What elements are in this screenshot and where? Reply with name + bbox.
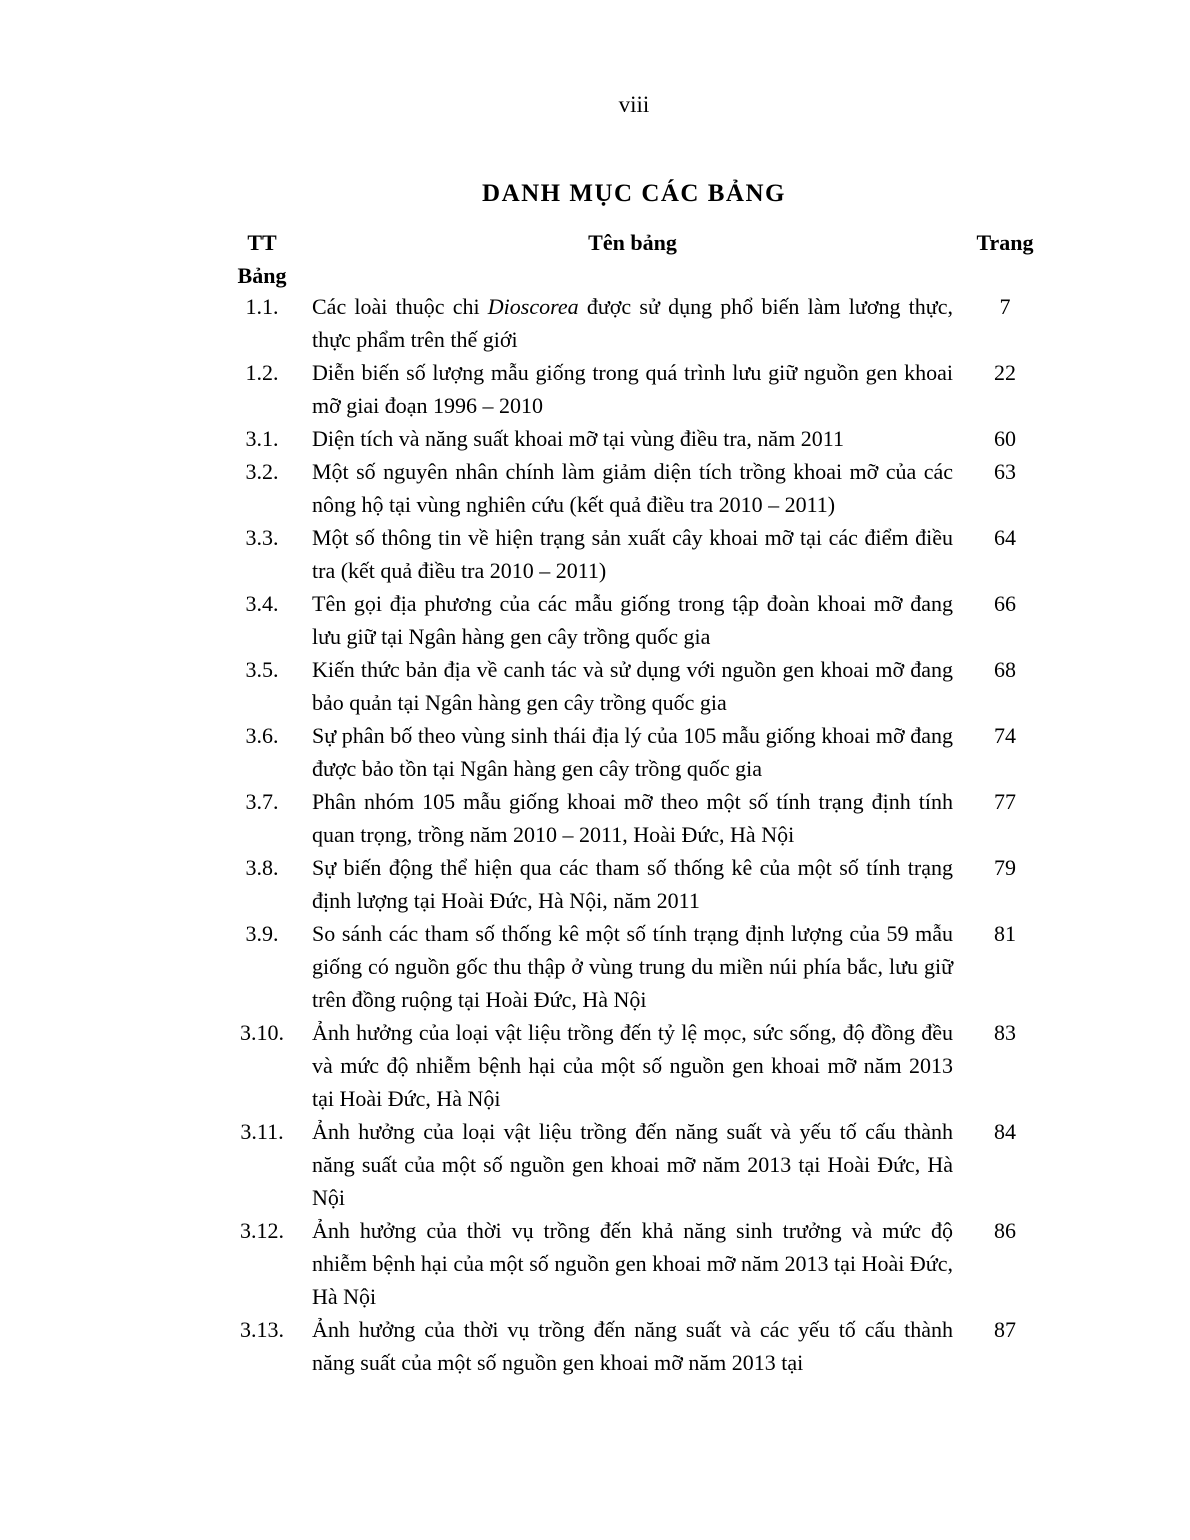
table-entry[interactable] bbox=[232, 1214, 1042, 1313]
entry-title: Ảnh hưởng của thời vụ trồng đến khả năng sinh trưởng và mức độ nhiễm bệnh hại của một số nguồn gen khoai mỡ năm 2013 tại Hoài Đức, Hà Nội bbox=[312, 1218, 953, 1309]
entry-number: 3.3. bbox=[245, 525, 279, 550]
scientific-name: Dioscorea bbox=[487, 294, 579, 319]
table-entry[interactable] bbox=[232, 719, 1042, 785]
entry-number: 1.2. bbox=[245, 360, 279, 385]
entry-title: Ảnh hưởng của thời vụ trồng đến năng suất và các yếu tố cấu thành năng suất của một số nguồn gen khoai mỡ năm 2013 tại bbox=[312, 1317, 953, 1375]
entry-number: 3.7. bbox=[245, 789, 279, 814]
entry-title: Diễn biến số lượng mẫu giống trong quá trình lưu giữ nguồn gen khoai mỡ giai đoạn 1996 – 2010 bbox=[312, 360, 953, 418]
table-entry[interactable] bbox=[232, 851, 1042, 917]
entry-page: 64 bbox=[994, 525, 1016, 550]
entry-page: 84 bbox=[994, 1119, 1016, 1144]
entry-number: 3.13. bbox=[240, 1317, 284, 1342]
entry-page: 66 bbox=[994, 591, 1016, 616]
table-entry[interactable] bbox=[232, 1115, 1042, 1214]
entry-page: 87 bbox=[994, 1317, 1016, 1342]
entry-title: Tên gọi địa phương của các mẫu giống trong tập đoàn khoai mỡ đang lưu giữ tại Ngân hàng gen cây trồng quốc gia bbox=[312, 591, 953, 649]
entry-title: Một số thông tin về hiện trạng sản xuất cây khoai mỡ tại các điểm điều tra (kết quả điều tra 2010 – 2011) bbox=[312, 525, 953, 583]
column-header-page: Trang bbox=[976, 230, 1034, 255]
entry-number: 3.2. bbox=[245, 459, 279, 484]
entry-page: 74 bbox=[994, 723, 1016, 748]
entry-title: Phân nhóm 105 mẫu giống khoai mỡ theo một số tính trạng định tính quan trọng, trồng năm 2010 – 2011, Hoài Đức, Hà Nội bbox=[312, 789, 953, 847]
entry-page: 60 bbox=[994, 426, 1016, 451]
entry-number: 3.4. bbox=[245, 591, 279, 616]
entry-page: 83 bbox=[994, 1020, 1016, 1045]
entry-number: 3.5. bbox=[245, 657, 279, 682]
page-title: DANH MỤC CÁC BẢNG bbox=[482, 180, 786, 207]
column-header-number: TT Bảng bbox=[237, 230, 287, 288]
entry-page: 68 bbox=[994, 657, 1016, 682]
entry-number: 3.10. bbox=[240, 1020, 284, 1045]
table-entry[interactable] bbox=[232, 422, 1042, 455]
table-list bbox=[232, 290, 1042, 1379]
entry-title: Ảnh hưởng của loại vật liệu trồng đến tỷ lệ mọc, sức sống, độ đồng đều và mức độ nhiễm bệnh hại của một số nguồn gen khoai mỡ năm 2013 tại Hoài Đức, Hà Nội bbox=[312, 1020, 953, 1111]
table-entry[interactable] bbox=[232, 455, 1042, 521]
table-entry[interactable] bbox=[232, 290, 1042, 356]
table-entry[interactable] bbox=[232, 587, 1042, 653]
entry-page: 79 bbox=[994, 855, 1016, 880]
entry-title: Các loài thuộc chi Dioscorea được sử dụng phổ biến làm lương thực, thực phẩm trên thế giới bbox=[312, 294, 953, 352]
entry-page: 77 bbox=[994, 789, 1016, 814]
entry-number: 1.1. bbox=[245, 294, 279, 319]
entry-page: 86 bbox=[994, 1218, 1016, 1243]
table-entry[interactable] bbox=[232, 521, 1042, 587]
entry-title: Sự phân bố theo vùng sinh thái địa lý của 105 mẫu giống khoai mỡ đang được bảo tồn tại Ngân hàng gen cây trồng quốc gia bbox=[312, 723, 953, 781]
entry-page: 81 bbox=[994, 921, 1016, 946]
table-entry[interactable] bbox=[232, 1313, 1042, 1379]
entry-number: 3.8. bbox=[245, 855, 279, 880]
entry-title: Sự biến động thể hiện qua các tham số thống kê của một số tính trạng định lượng tại Hoài Đức, Hà Nội, năm 2011 bbox=[312, 855, 953, 913]
entry-page: 63 bbox=[994, 459, 1016, 484]
entry-number: 3.9. bbox=[245, 921, 279, 946]
entry-page: 22 bbox=[994, 360, 1016, 385]
table-entry[interactable] bbox=[232, 1016, 1042, 1115]
entry-title: Kiến thức bản địa về canh tác và sử dụng với nguồn gen khoai mỡ đang bảo quản tại Ngân hàng gen cây trồng quốc gia bbox=[312, 657, 953, 715]
entry-number: 3.11. bbox=[240, 1119, 284, 1144]
entry-number: 3.6. bbox=[245, 723, 279, 748]
entry-title: Diện tích và năng suất khoai mỡ tại vùng điều tra, năm 2011 bbox=[312, 426, 844, 451]
table-entry[interactable] bbox=[232, 356, 1042, 422]
page-number: viii bbox=[618, 92, 650, 117]
table-entry[interactable] bbox=[232, 917, 1042, 1016]
table-entry[interactable] bbox=[232, 653, 1042, 719]
entry-number: 3.1. bbox=[245, 426, 279, 451]
entry-title: Ảnh hưởng của loại vật liệu trồng đến năng suất và yếu tố cấu thành năng suất của một số nguồn gen khoai mỡ năm 2013 tại Hoài Đức, Hà Nội bbox=[312, 1119, 953, 1210]
entry-title: Một số nguyên nhân chính làm giảm diện tích trồng khoai mỡ của các nông hộ tại vùng nghiên cứu (kết quả điều tra 2010 – 2011) bbox=[312, 459, 953, 517]
entry-page: 7 bbox=[999, 294, 1011, 319]
table-entry[interactable] bbox=[232, 785, 1042, 851]
entry-title: So sánh các tham số thống kê một số tính trạng định lượng của 59 mẫu giống có nguồn gốc thu thập ở vùng trung du miền núi phía bắc, lưu giữ trên đồng ruộng tại Hoài Đức, Hà Nội bbox=[312, 921, 953, 1012]
entry-number: 3.12. bbox=[240, 1218, 284, 1243]
column-header-name: Tên bảng bbox=[588, 230, 677, 255]
